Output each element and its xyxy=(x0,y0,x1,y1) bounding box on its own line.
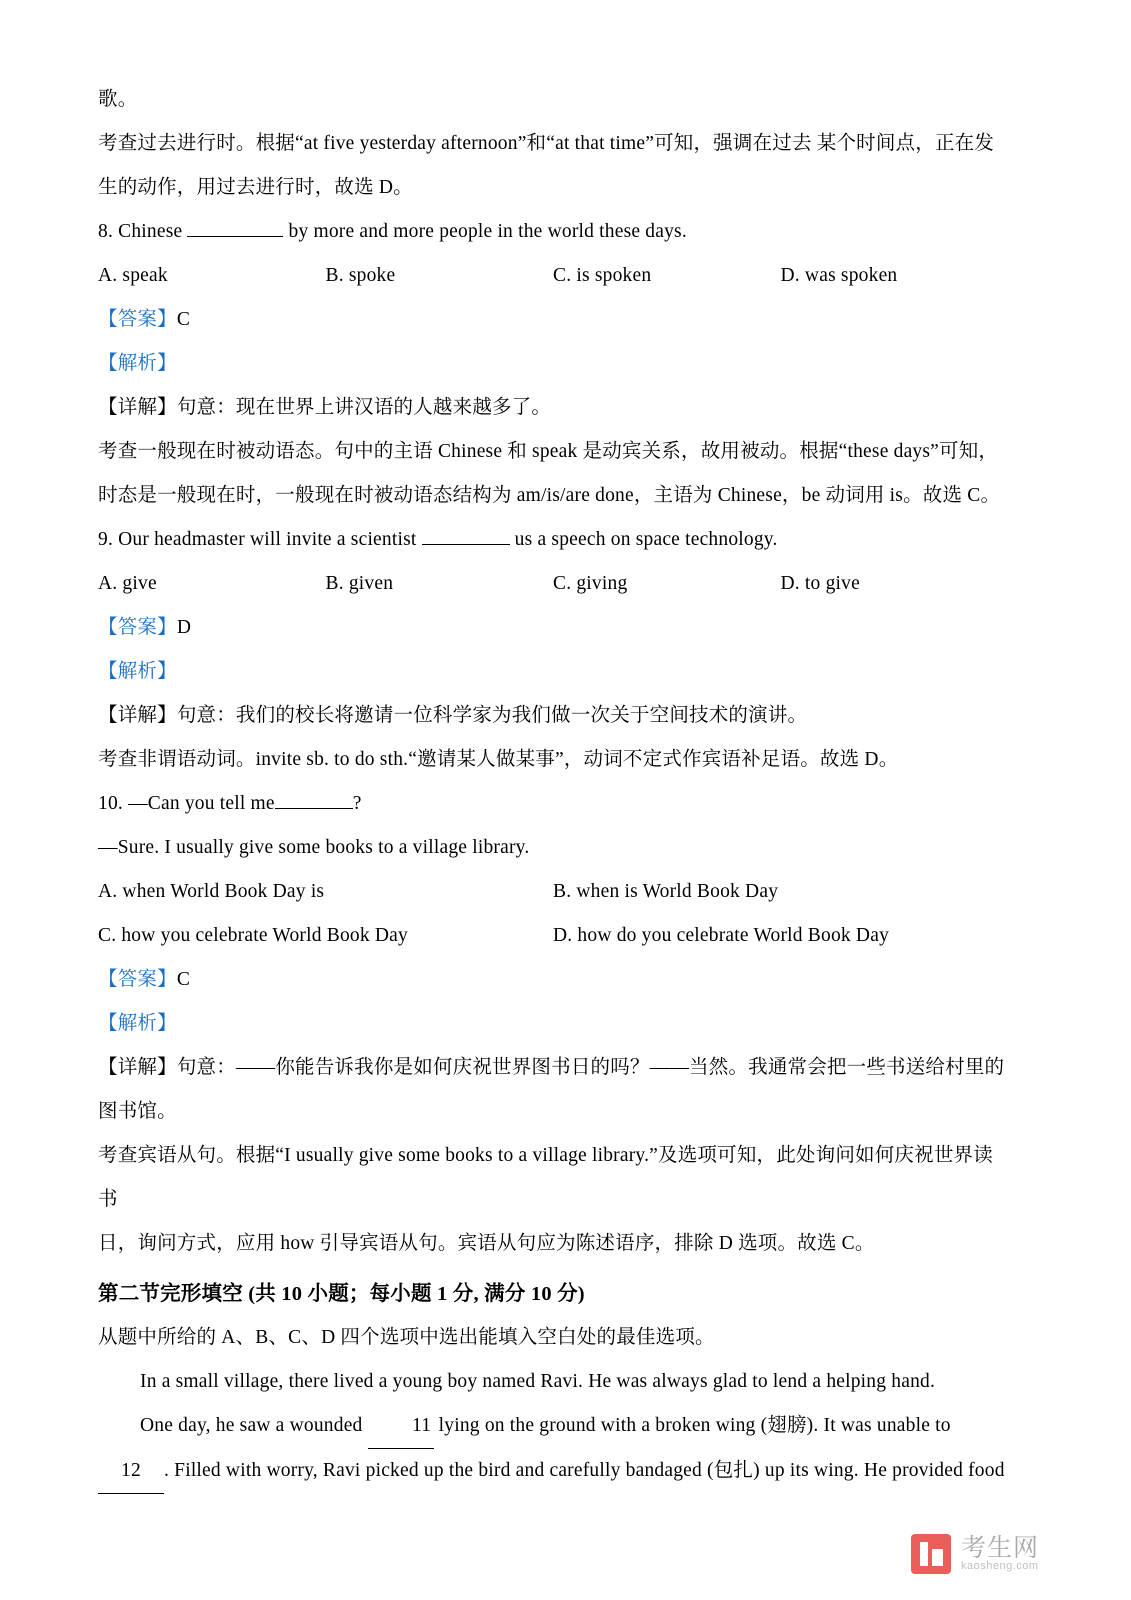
top-fragment: 歌。 xyxy=(98,89,138,110)
watermark xyxy=(911,1534,1039,1574)
answer-blank xyxy=(275,808,353,809)
cloze-blank-11: 11 xyxy=(368,1404,434,1449)
analysis-line: 考查宾语从句。根据“I usually give some books to a village library.”及选项可知，此处询问如何庆祝世界读书 xyxy=(98,1145,993,1210)
analysis-line: 考查过去进行时。根据“at five yesterday afternoon”和“at that time”可知，强调在过去 某个时间点，正在发 xyxy=(98,133,995,154)
answer-line xyxy=(98,606,1008,650)
option-row xyxy=(98,914,1008,958)
option-b: B. spoke xyxy=(325,265,396,286)
question-stem xyxy=(98,210,1008,254)
watermark-title: 考生网 xyxy=(960,1534,1039,1563)
detail-tag: 【详解】 xyxy=(98,705,177,726)
detail-line xyxy=(98,1046,1008,1090)
detail-line: 图书馆。 xyxy=(98,1101,177,1122)
passage-line: In a small village, there lived a young boy named Ravi. He was always glad to lend a helping hand. xyxy=(140,1371,936,1392)
passage-text: . Filled with worry, Ravi picked up the bird and carefully bandaged (包扎) up its wing. He provided food xyxy=(164,1460,1005,1481)
answer-value: C xyxy=(176,309,191,330)
option-b: B. when is World Book Day xyxy=(553,881,779,902)
explain-line xyxy=(98,342,1008,386)
answer-value: C xyxy=(176,969,191,990)
kaosheng-logo-icon xyxy=(911,1534,951,1574)
detail-text: 句意：现在世界上讲汉语的人越来越多了。 xyxy=(176,397,552,418)
analysis-line: 考查非谓语动词。invite sb. to do sth.“邀请某人做某事”，动词不定式作宾语补足语。故选 D。 xyxy=(98,749,899,770)
question-stem xyxy=(98,782,1008,826)
option-row xyxy=(98,562,1008,606)
section-title: 第二节完形填空 (共 10 小题；每小题 1 分, 满分 10 分) xyxy=(98,1283,585,1305)
detail-line xyxy=(98,694,1008,738)
answer-blank xyxy=(422,544,510,545)
option-a: A. when World Book Day is xyxy=(98,881,325,902)
question-stem-before: Chinese xyxy=(118,221,183,242)
option-a: A. speak xyxy=(98,265,168,286)
page-content xyxy=(98,78,1008,1494)
watermark-text xyxy=(961,1535,1039,1573)
answer-value: D xyxy=(176,617,192,638)
option-a: A. give xyxy=(98,573,157,594)
question-reply: —Sure. I usually give some books to a village library. xyxy=(98,837,530,858)
detail-text: 句意：——你能告诉我你是如何庆祝世界图书日的吗？——当然。我通常会把一些书送给村里的 xyxy=(176,1057,1005,1078)
answer-tag: 【答案】 xyxy=(98,617,177,638)
option-d: D. was spoken xyxy=(780,265,898,286)
analysis-line: 日，询问方式，应用 how 引导宾语从句。宾语从句应为陈述语序，排除 D 选项。故选 C。 xyxy=(98,1233,875,1254)
question-number: 8. xyxy=(98,221,114,242)
detail-text: 句意：我们的校长将邀请一位科学家为我们做一次关于空间技术的演讲。 xyxy=(176,705,808,726)
detail-line xyxy=(98,386,1008,430)
explain-tag: 【解析】 xyxy=(98,353,177,374)
answer-blank xyxy=(187,236,283,237)
option-b: B. given xyxy=(325,573,394,594)
option-c: C. is spoken xyxy=(553,265,652,286)
explain-tag: 【解析】 xyxy=(98,1013,177,1034)
answer-line xyxy=(98,298,1008,342)
option-c: C. how you celebrate World Book Day xyxy=(98,925,408,946)
question-number: 9. xyxy=(98,529,114,550)
question-number: 10. xyxy=(98,793,123,814)
question-stem-before: Our headmaster will invite a scientist xyxy=(118,529,417,550)
passage-text: One day, he saw a wounded xyxy=(140,1415,368,1436)
passage-line xyxy=(98,1404,1008,1449)
answer-tag: 【答案】 xyxy=(98,969,177,990)
watermark-subtitle: kaosheng.com xyxy=(960,1560,1039,1573)
explain-line xyxy=(98,1002,1008,1046)
explain-line xyxy=(98,650,1008,694)
section-instruction: 从题中所给的 A、B、C、D 四个选项中选出能填入空白处的最佳选项。 xyxy=(98,1327,715,1348)
passage-text: lying on the ground with a broken wing (翅膀). It was unable to xyxy=(433,1415,951,1436)
detail-tag: 【详解】 xyxy=(98,397,177,418)
answer-line xyxy=(98,958,1008,1002)
answer-tag: 【答案】 xyxy=(98,309,177,330)
analysis-line: 生的动作，用过去进行时，故选 D。 xyxy=(98,177,413,198)
question-stem-after: us a speech on space technology. xyxy=(514,529,778,550)
question-stem-after: ? xyxy=(352,793,362,814)
question-stem xyxy=(98,518,1008,562)
explain-tag: 【解析】 xyxy=(98,661,177,682)
detail-tag: 【详解】 xyxy=(98,1057,177,1078)
option-row xyxy=(98,870,1008,914)
option-row xyxy=(98,254,1008,298)
option-c: C. giving xyxy=(553,573,628,594)
question-stem-after: by more and more people in the world these days. xyxy=(288,221,687,242)
analysis-line: 时态是一般现在时，一般现在时被动语态结构为 am/is/are done，主语为 Chinese，be 动词用 is。故选 C。 xyxy=(98,485,1001,506)
option-d: D. to give xyxy=(780,573,860,594)
passage-line xyxy=(98,1449,1008,1494)
question-stem-before: —Can you tell me xyxy=(128,793,275,814)
analysis-line: 考查一般现在时被动语态。句中的主语 Chinese 和 speak 是动宾关系，故用被动。根据“these days”可知， xyxy=(98,441,999,462)
option-d: D. how do you celebrate World Book Day xyxy=(553,925,890,946)
cloze-blank-12: 12 xyxy=(98,1449,164,1494)
